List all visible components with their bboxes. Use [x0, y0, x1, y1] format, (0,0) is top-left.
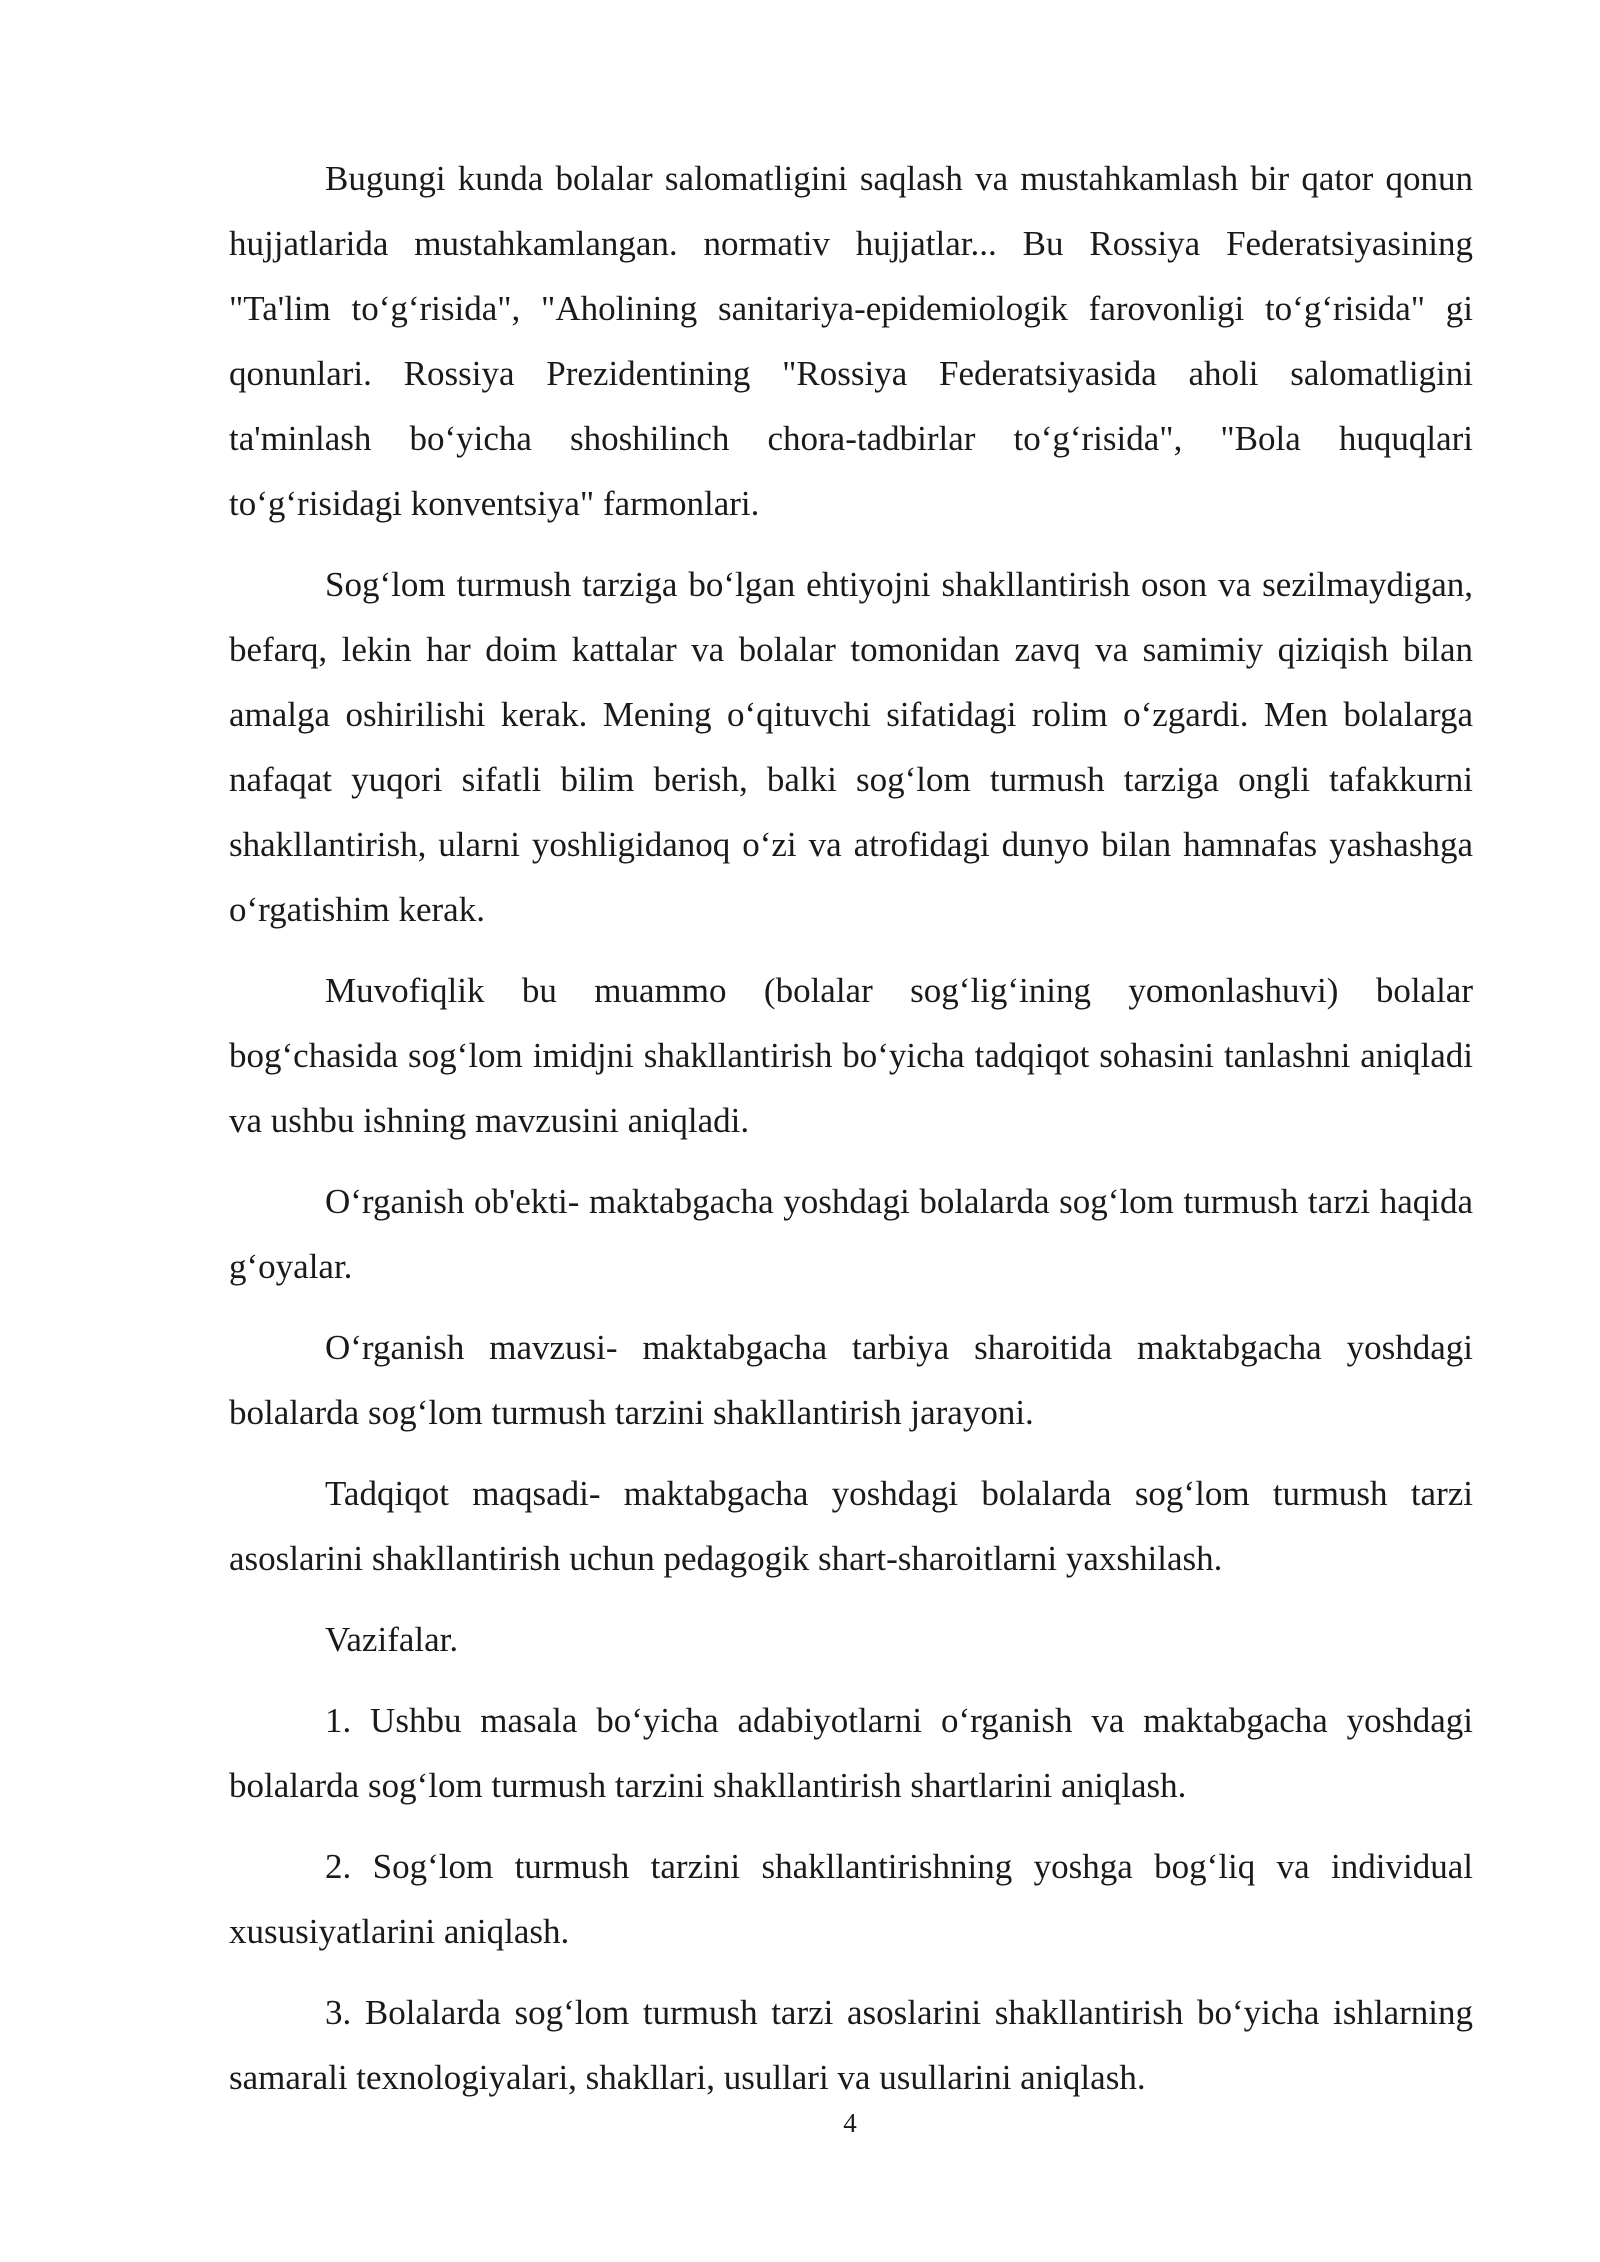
- paragraph-task-1: 1. Ushbu masala bo‘yicha adabiyotlarni o‘rganish va maktabgacha yoshdagi bolalarda sog‘lom turmush tarzini shakllantirish shartlarini aniqlash.: [229, 1701, 1473, 1805]
- paragraph-study-subject: O‘rganish mavzusi- maktabgacha tarbiya sharoitida maktabgacha yoshdagi bolalarda sog‘lom turmush tarzini shakllantirish jarayoni.: [229, 1328, 1473, 1432]
- paragraph-healthy-lifestyle-need: Sog‘lom turmush tarziga bo‘lgan ehtiyojni shakllantirish oson va sezilmaydigan, befarq, lekin har doim kattalar va bolalar tomonidan zavq va samimiy qiziqish bilan amalga oshirilishi kerak. Mening o‘qituvchi sifatidagi rolim o‘zgardi. Men bolalarga nafaqat yuqori sifatli bilim berish, balki sog‘lom turmush tarziga ongli tafakkurni shakllantirish, ularni yoshligidanoq o‘zi va atrofidagi dunyo bilan hamnafas yashashga o‘rgatishim kerak.: [229, 565, 1473, 929]
- paragraph-study-object: O‘rganish ob'ekti- maktabgacha yoshdagi bolalarda sog‘lom turmush tarzi haqida g‘oyalar.: [229, 1182, 1473, 1286]
- paragraph-relevance: Muvofiqlik bu muammo (bolalar sog‘lig‘ining yomonlashuvi) bolalar bog‘chasida sog‘lom imidjni shakllantirish bo‘yicha tadqiqot sohasini tanlashni aniqladi va ushbu ishning mavzusini aniqladi.: [229, 971, 1473, 1140]
- paragraph-tasks-heading: Vazifalar.: [325, 1620, 459, 1659]
- document-body: [229, 146, 1473, 2126]
- page-number: 4: [843, 2108, 857, 2138]
- paragraph-legal-basis: Bugungi kunda bolalar salomatligini saqlash va mustahkamlash bir qator qonun hujjatlarida mustahkamlangan. normativ hujjatlar... Bu Rossiya Federatsiyasining "Ta'lim to‘g‘risida", "Aholining sanitariya-epidemiologik farovonligi to‘g‘risida" gi qonunlari. Rossiya Prezidentining "Rossiya Federatsiyasida aholi salomatligini ta'minlash bo‘yicha shoshilinch chora-tadbirlar to‘g‘risida", "Bola huquqlari to‘g‘risidagi konventsiya" farmonlari.: [229, 159, 1473, 523]
- paragraph-task-2: 2. Sog‘lom turmush tarzini shakllantirishning yoshga bog‘liq va individual xususiyatlarini aniqlash.: [229, 1847, 1473, 1951]
- paragraph-research-goal: Tadqiqot maqsadi- maktabgacha yoshdagi bolalarda sog‘lom turmush tarzi asoslarini shakllantirish uchun pedagogik shart-sharoitlarni yaxshilash.: [229, 1474, 1473, 1578]
- paragraph-task-3: 3. Bolalarda sog‘lom turmush tarzi asoslarini shakllantirish bo‘yicha ishlarning samarali texnologiyalari, shakllari, usullari va usullarini aniqlash.: [229, 1993, 1473, 2097]
